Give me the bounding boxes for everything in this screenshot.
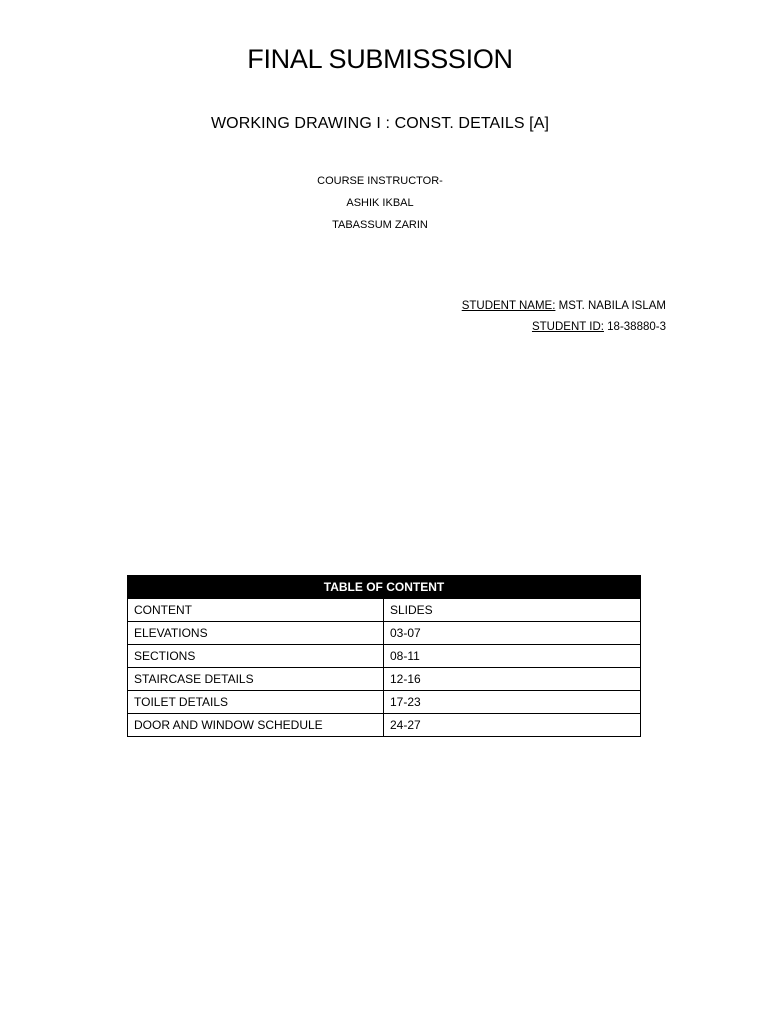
- student-id-value: 18-38880-3: [603, 321, 666, 333]
- row-content: DOOR AND WINDOW SCHEDULE: [128, 714, 384, 737]
- row-slides: 08-11: [384, 645, 641, 668]
- instructor-heading: COURSE INSTRUCTOR-: [317, 175, 443, 187]
- column-header-slides: SLIDES: [384, 599, 641, 622]
- row-content: TOILET DETAILS: [128, 691, 384, 714]
- student-name-line: [462, 299, 666, 320]
- student-id-line: [462, 320, 666, 341]
- instructor-block: [0, 174, 760, 240]
- row-content: SECTIONS: [128, 645, 384, 668]
- table-row: [128, 668, 641, 691]
- student-name-label: STUDENT NAME:: [461, 300, 556, 312]
- table-row: [128, 622, 641, 645]
- student-id-label: STUDENT ID:: [531, 321, 604, 333]
- instructor-name: TABASSUM ZARIN: [332, 219, 428, 231]
- toc-column-header-row: [128, 599, 641, 622]
- row-slides: 24-27: [384, 714, 641, 737]
- row-slides: 17-23: [384, 691, 641, 714]
- course-subtitle: WORKING DRAWING I : CONST. DETAILS [A]: [210, 115, 550, 132]
- student-name-value: MST. NABILA ISLAM: [555, 300, 666, 312]
- table-of-content: [127, 575, 641, 737]
- toc-heading-row: [128, 576, 641, 599]
- row-content: ELEVATIONS: [128, 622, 384, 645]
- row-content: STAIRCASE DETAILS: [128, 668, 384, 691]
- table-row: [128, 714, 641, 737]
- instructor-name: ASHIK IKBAL: [346, 197, 414, 209]
- toc-heading: TABLE OF CONTENT: [128, 576, 641, 599]
- student-block: [462, 299, 666, 341]
- column-header-content: CONTENT: [128, 599, 384, 622]
- document-title: FINAL SUBMISSSION: [247, 44, 513, 74]
- row-slides: 03-07: [384, 622, 641, 645]
- row-slides: 12-16: [384, 668, 641, 691]
- table-row: [128, 645, 641, 668]
- table-row: [128, 691, 641, 714]
